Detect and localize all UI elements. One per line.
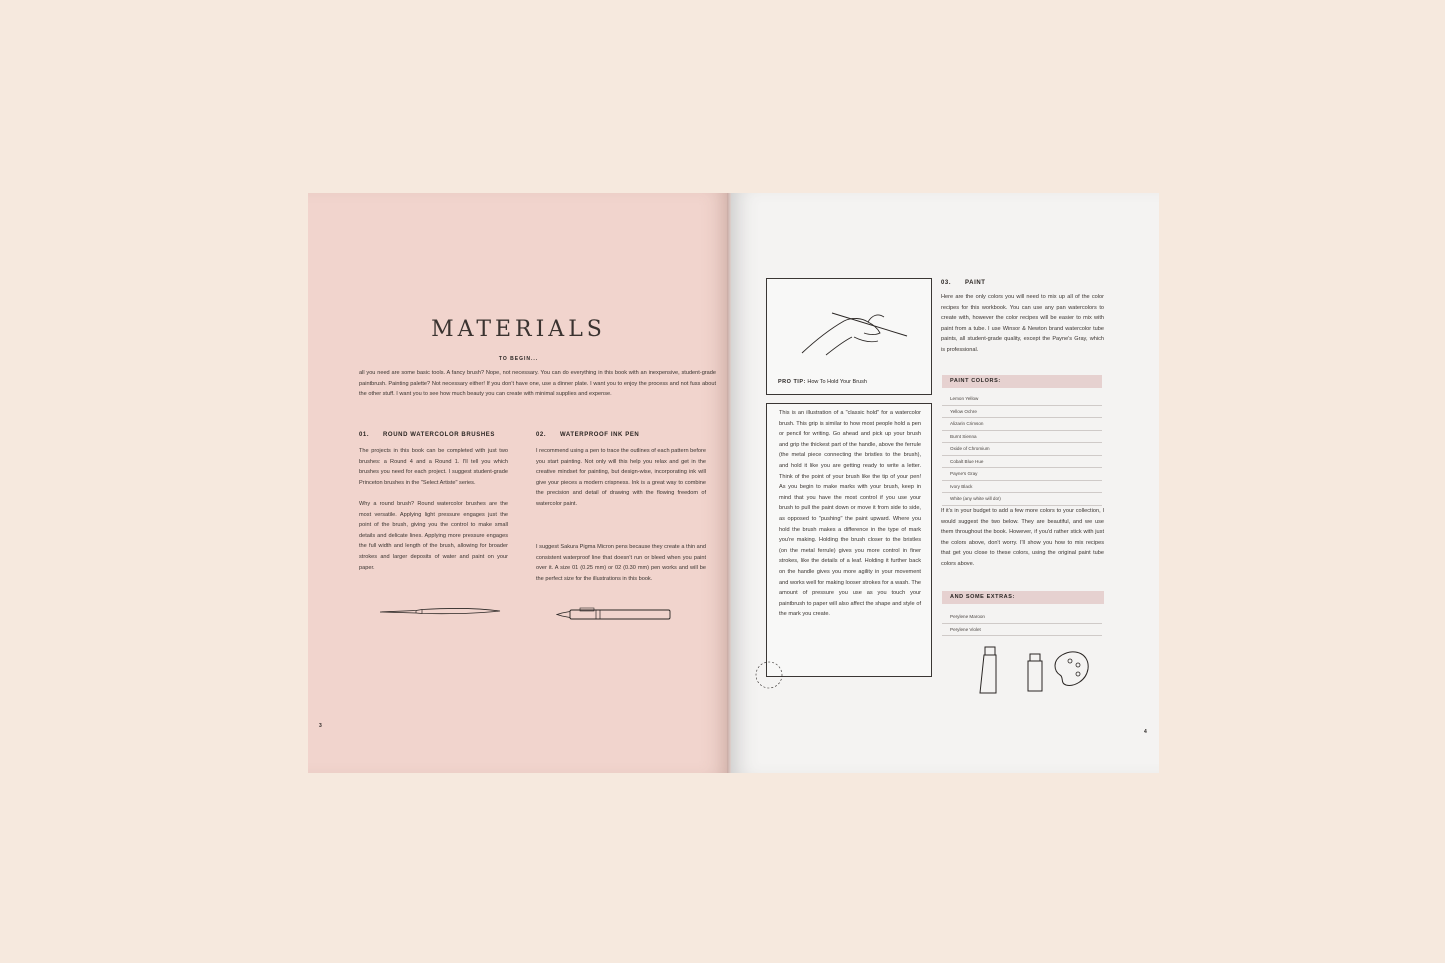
right-page [731, 193, 1159, 773]
section-heading-brushes [359, 432, 495, 438]
extras-list [942, 611, 1102, 636]
pen-paragraph-2: I suggest Sakura Pigma Micron pens because they create a thin and consistent waterproof line that doesn't run or bleed when you paint over it. A size 01 (0.25 mm) or 02 (0.30 mm) pen works and will be the perfect size for the illustrations in this book. [536, 544, 706, 582]
section-number: 01. [359, 432, 370, 438]
list-item: Lemon Yellow [942, 393, 1102, 406]
list-item: Alizarin Crimson [942, 418, 1102, 431]
page-number-left: 3 [319, 723, 322, 729]
intro-paragraph: all you need are some basic tools. A fancy brush? Nope, not necessary. You can do everything in this book with an inexpensive, student-grade paintbrush. Painting palette? Not necessary either! If you don't have one, use a dinner plate. I want you to enjoy the process and not fuss about the other stuff. I want you to see how much beauty you can create with minimal supplies and expense. [359, 370, 716, 398]
paintbrush-illustration [378, 603, 503, 619]
left-page [308, 193, 729, 773]
section-heading-paint [941, 280, 986, 286]
list-item: Perylene Violet [942, 624, 1102, 637]
list-item: Cobalt Blue Hue [942, 456, 1102, 469]
open-book [308, 193, 1159, 773]
brushes-paragraph-2: Why a round brush? Round watercolor brushes are the most versatile. Applying light pressure engages just the point of the brush, giving you the control to make small details and delicate lines. Applying more pressure engages the full width and length of the brush, allowing for broader strokes and larger deposits of water and paint on your paper. [359, 501, 508, 571]
section-title: WATERPROOF INK PEN [560, 432, 640, 438]
protip-illustration-box [766, 278, 932, 395]
page-title: MATERIALS [431, 317, 606, 342]
protip-caption [778, 379, 867, 385]
paint-paragraph: Here are the only colors you will need to mix up all of the color recipes for this workbook. You can use any pan watercolors to create with, however the color recipes will be easier to mix with paint from a tube. I use Winsor & Newton brand watercolor tube paints, all student-grade quality, except the Payne's Gray, which is professional. [941, 294, 1104, 353]
section-title: PAINT [965, 280, 986, 286]
hand-holding-brush-icon [792, 291, 912, 366]
list-item: White (any white will do!) [942, 493, 1102, 506]
list-item: Yellow Ochre [942, 406, 1102, 419]
protip-label: PRO TIP: [778, 379, 806, 385]
page-number-right: 4 [1144, 729, 1147, 735]
section-title: ROUND WATERCOLOR BRUSHES [383, 432, 495, 438]
list-item: Burnt Sienna [942, 431, 1102, 444]
section-number: 03. [941, 280, 952, 286]
paint-tubes-and-palette-icon [966, 641, 1096, 699]
list-item: Ivory Black [942, 481, 1102, 494]
budget-paragraph: If it's in your budget to add a few more colors to your collection, I would suggest the two below. They are beautiful, and we use them throughout the book. However, if you'd rather stick with just the colors above, don't worry. I'll show you how to mix recipes that get you close to these colors, using the original paint tube colors above. [941, 508, 1104, 567]
paint-colors-list [942, 393, 1102, 506]
paint-colors-header: PAINT COLORS: [942, 375, 1102, 388]
protip-text: How To Hold Your Brush [807, 379, 867, 385]
pen-paragraph-1: I recommend using a pen to trace the outlines of each pattern before you start painting. Not only will this help you relax and get in the creative mindset for painting, but design-wise, incorporating ink will give your pieces a modern crispness. Ink is a great way to combine the precision and detail of drawing with the flowing freedom of watercolor paint. [536, 448, 706, 507]
ink-pen-illustration [556, 607, 674, 623]
brush-hold-paragraph: This is an illustration of a "classic hold" for a watercolor brush. This grip is similar to how most people hold a pen or pencil for writing. Go ahead and pick up your brush and grip the thickest part of the handle, above the ferrule (the metal piece connecting the bristles to the brush), and hold it like you are getting ready to write a letter. Think of the point of your brush like the tip of your pen! As you begin to make marks with your brush, keep in mind that you have the most control if you use your brush to pull the paint down or move it from side to side, as opposed to "pushing" the paint upward. Where you hold the brush makes a difference in the type of mark you're making. Holding the brush closer to the bristles (on the metal ferrule) gives you more control in finer strokes, like the details of a leaf. Holding it further back on the handle gives you more agility in your movement and works well for making looser strokes for a wash. The amount of pressure you use as you touch your paintbrush to paper will also affect the shape and style of the mark you create. [779, 410, 921, 618]
page-subtitle: TO BEGIN... [498, 356, 539, 362]
list-item: Perylene Maroon [942, 611, 1102, 624]
watercolor-stamp-icon [749, 655, 789, 695]
brush-hold-text-box [766, 403, 932, 677]
list-item: Payne's Gray [942, 468, 1102, 481]
section-number: 02. [536, 432, 547, 438]
section-heading-pen [536, 432, 639, 438]
list-item: Oxide of Chromium [942, 443, 1102, 456]
brushes-paragraph-1: The projects in this book can be completed with just two brushes: a Round 4 and a Round 1. I'll tell you which brushes you need for each project. I suggest student-grade Princeton brushes in the "Select Artiste" series. [359, 448, 508, 486]
extras-header: AND SOME EXTRAS: [942, 591, 1104, 604]
